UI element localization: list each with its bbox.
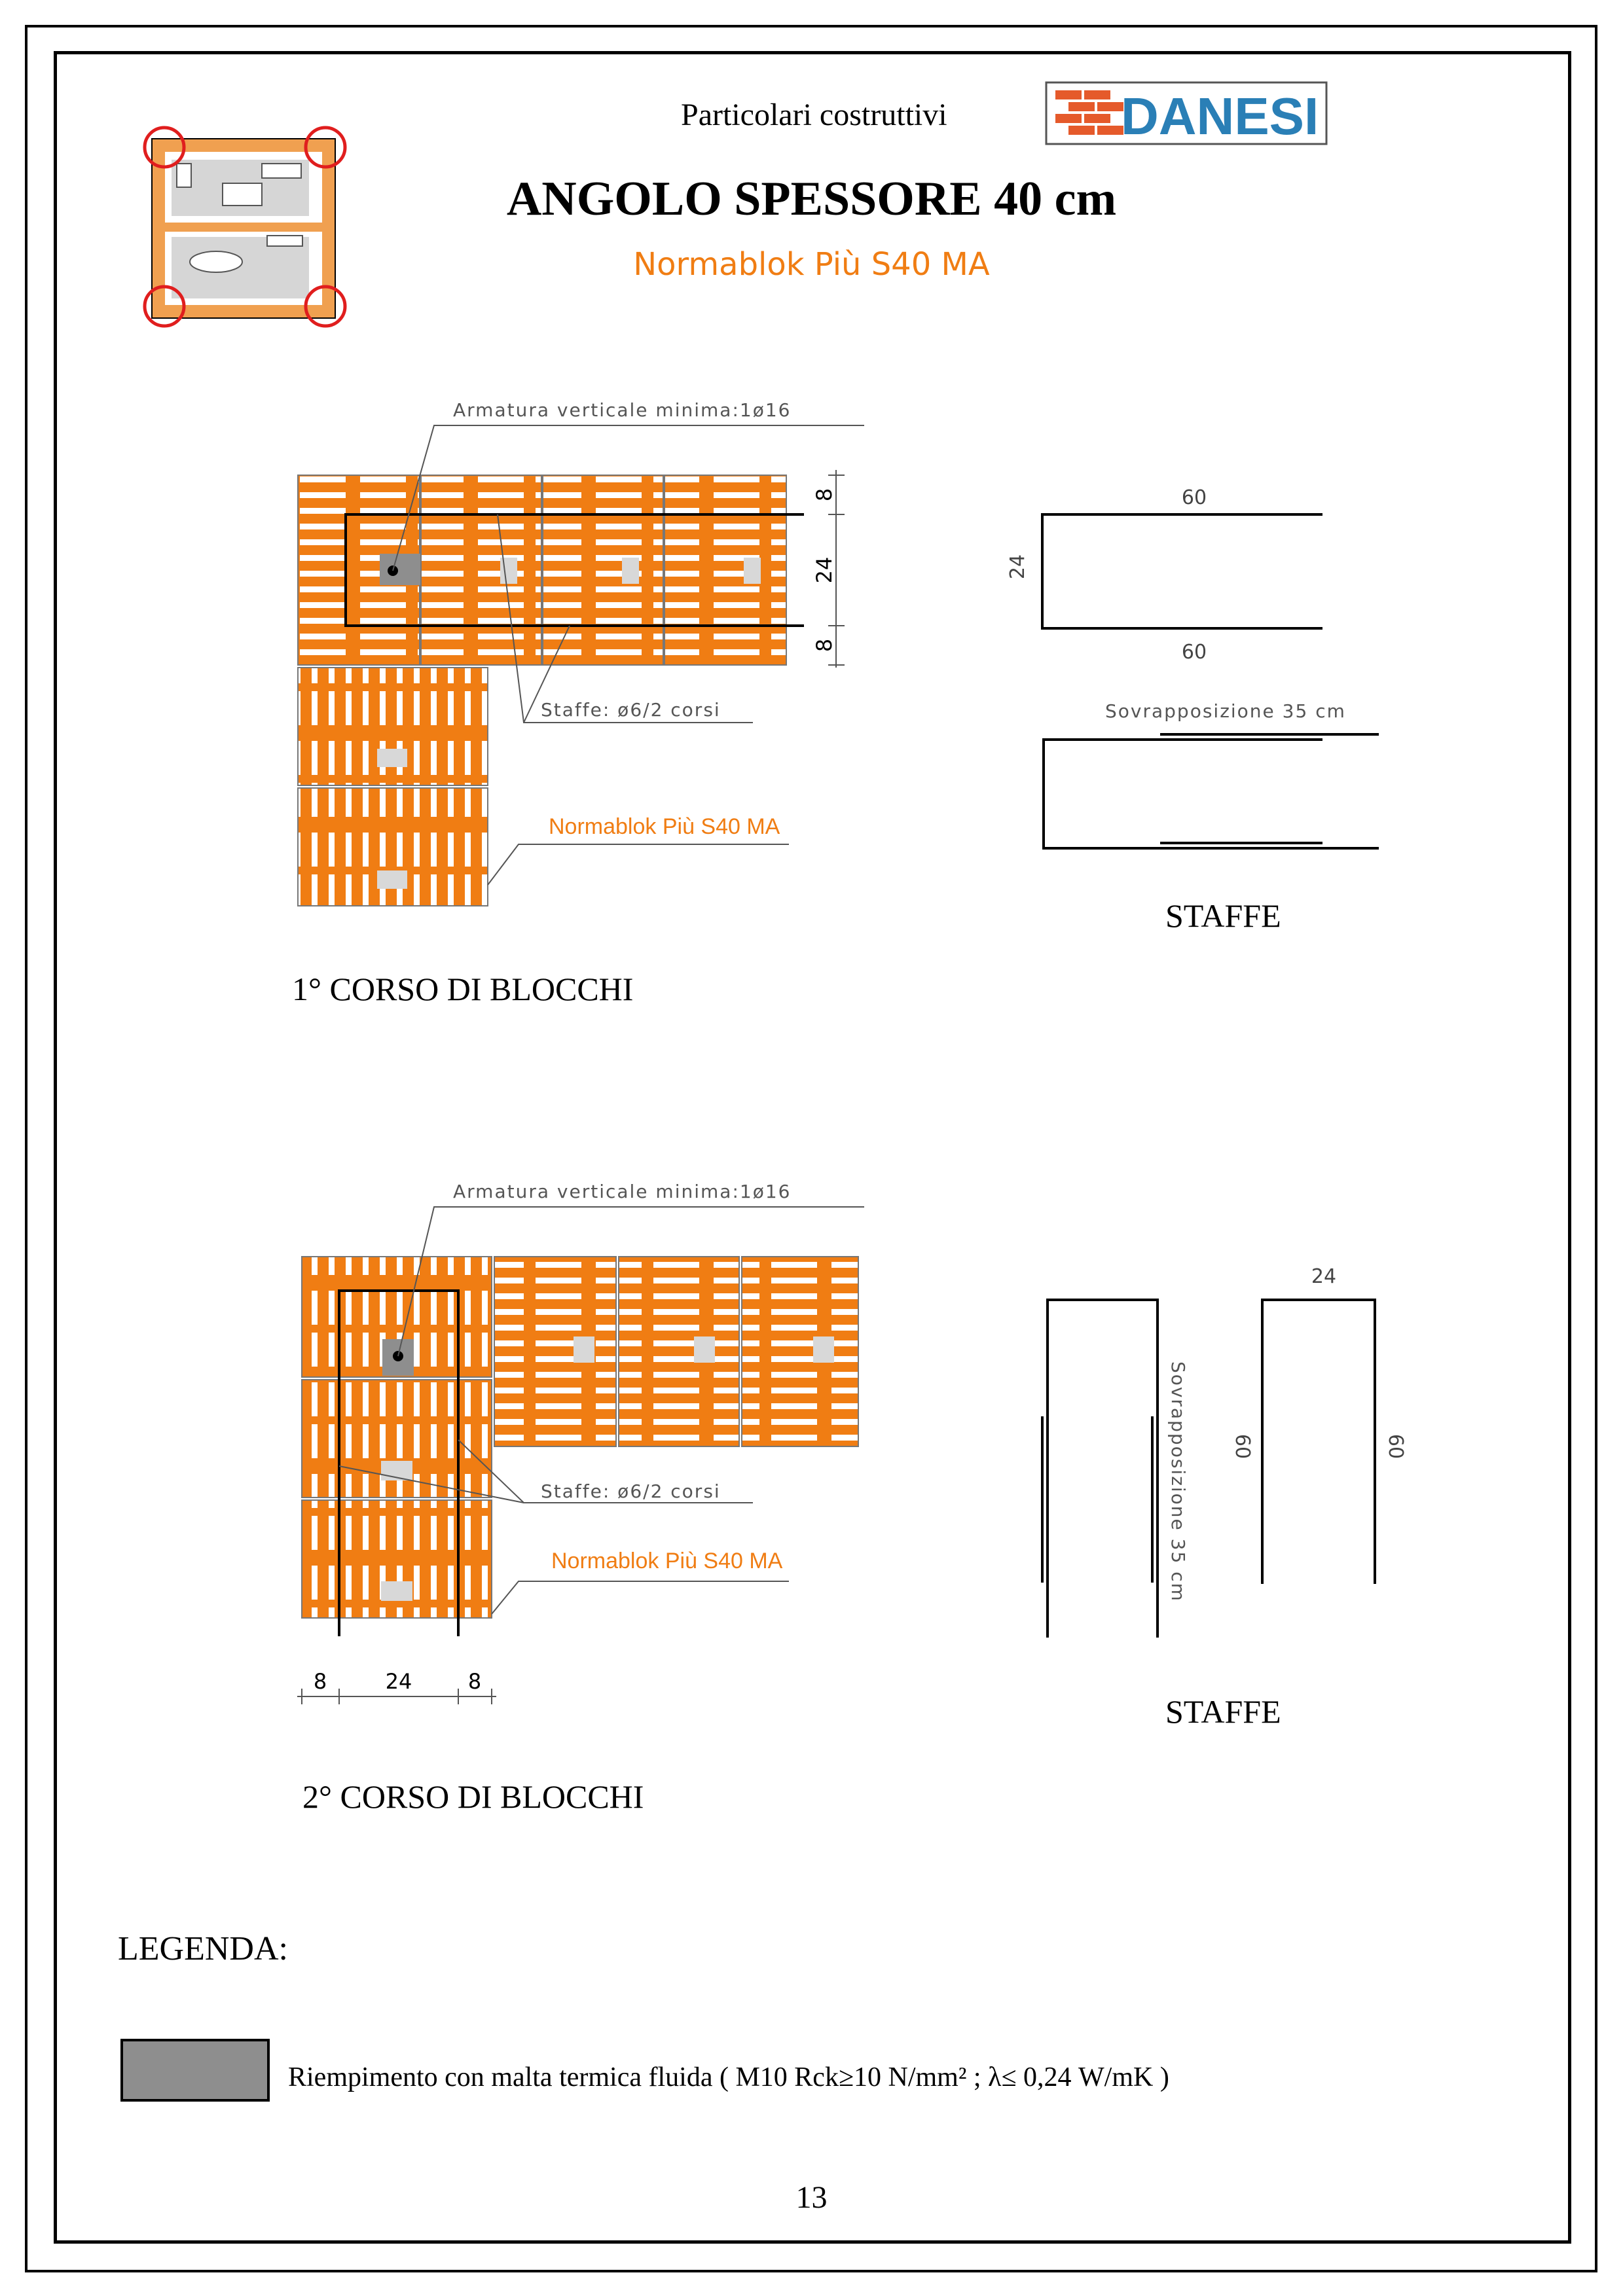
first-staffe-overlap: Sovrapposizione 35 cm [1105, 700, 1346, 722]
first-block-label: Normablok Più S40 MA [549, 814, 780, 839]
second-dim-24: 24 [385, 1669, 412, 1694]
legend-heading: LEGENDA: [118, 1930, 288, 1967]
second-stirrup-diagram [1042, 1300, 1375, 1638]
block [421, 475, 541, 665]
page-number: 13 [795, 2180, 828, 2215]
brand-text: DANESI [1121, 87, 1319, 145]
block [619, 1257, 739, 1446]
first-armatura-label: Armatura verticale minima:1ø16 [453, 399, 792, 421]
block [543, 475, 663, 665]
second-armatura-label: Armatura verticale minima:1ø16 [453, 1181, 792, 1202]
danesi-logo [1046, 82, 1326, 145]
filled-core [380, 554, 420, 585]
second-course-heading: 2° CORSO DI BLOCCHI [302, 1778, 644, 1815]
second-block-label: Normablok Più S40 MA [551, 1549, 783, 1573]
first-staffe-heading: STAFFE [1165, 897, 1281, 934]
first-stirrup-diagram [1042, 514, 1379, 848]
second-staffe-height-right: 60 [1384, 1433, 1407, 1460]
first-staffe-height: 24 [1006, 554, 1029, 580]
section-header: Particolari costruttivi [681, 98, 947, 132]
second-staffe-overlap: Sovrapposizione 35 cm [1167, 1361, 1189, 1602]
first-staffe-width-top: 60 [1181, 486, 1207, 509]
page-title: ANGOLO SPESSORE 40 cm [506, 172, 1117, 226]
legend-fill-text: Riempimento con malta termica fluida ( M10 Rck≥10 N/mm² ; λ≤ 0,24 W/mK ) [288, 2062, 1169, 2092]
block [742, 1257, 858, 1446]
second-dim-8-left: 8 [313, 1669, 327, 1694]
first-dim-8-top: 8 [812, 488, 837, 502]
second-staffe-width: 24 [1311, 1265, 1337, 1288]
page-subtitle: Normablok Più S40 MA [633, 246, 990, 283]
first-course-heading: 1° CORSO DI BLOCCHI [292, 971, 634, 1007]
second-staffe-label: Staffe: ø6/2 corsi [541, 1480, 721, 1502]
second-course-plan [297, 1207, 864, 1704]
second-staffe-heading: STAFFE [1165, 1693, 1281, 1730]
floor-plan-thumbnail [145, 128, 345, 326]
second-dim-8-right: 8 [467, 1669, 482, 1694]
block [298, 668, 488, 785]
second-staffe-height-left: 60 [1231, 1433, 1254, 1460]
first-staffe-width-bottom: 60 [1181, 641, 1207, 664]
first-dim-24: 24 [812, 556, 837, 584]
first-dim-8-bottom: 8 [812, 638, 837, 653]
block [494, 1257, 616, 1446]
first-staffe-label: Staffe: ø6/2 corsi [541, 699, 721, 721]
block [665, 475, 786, 665]
